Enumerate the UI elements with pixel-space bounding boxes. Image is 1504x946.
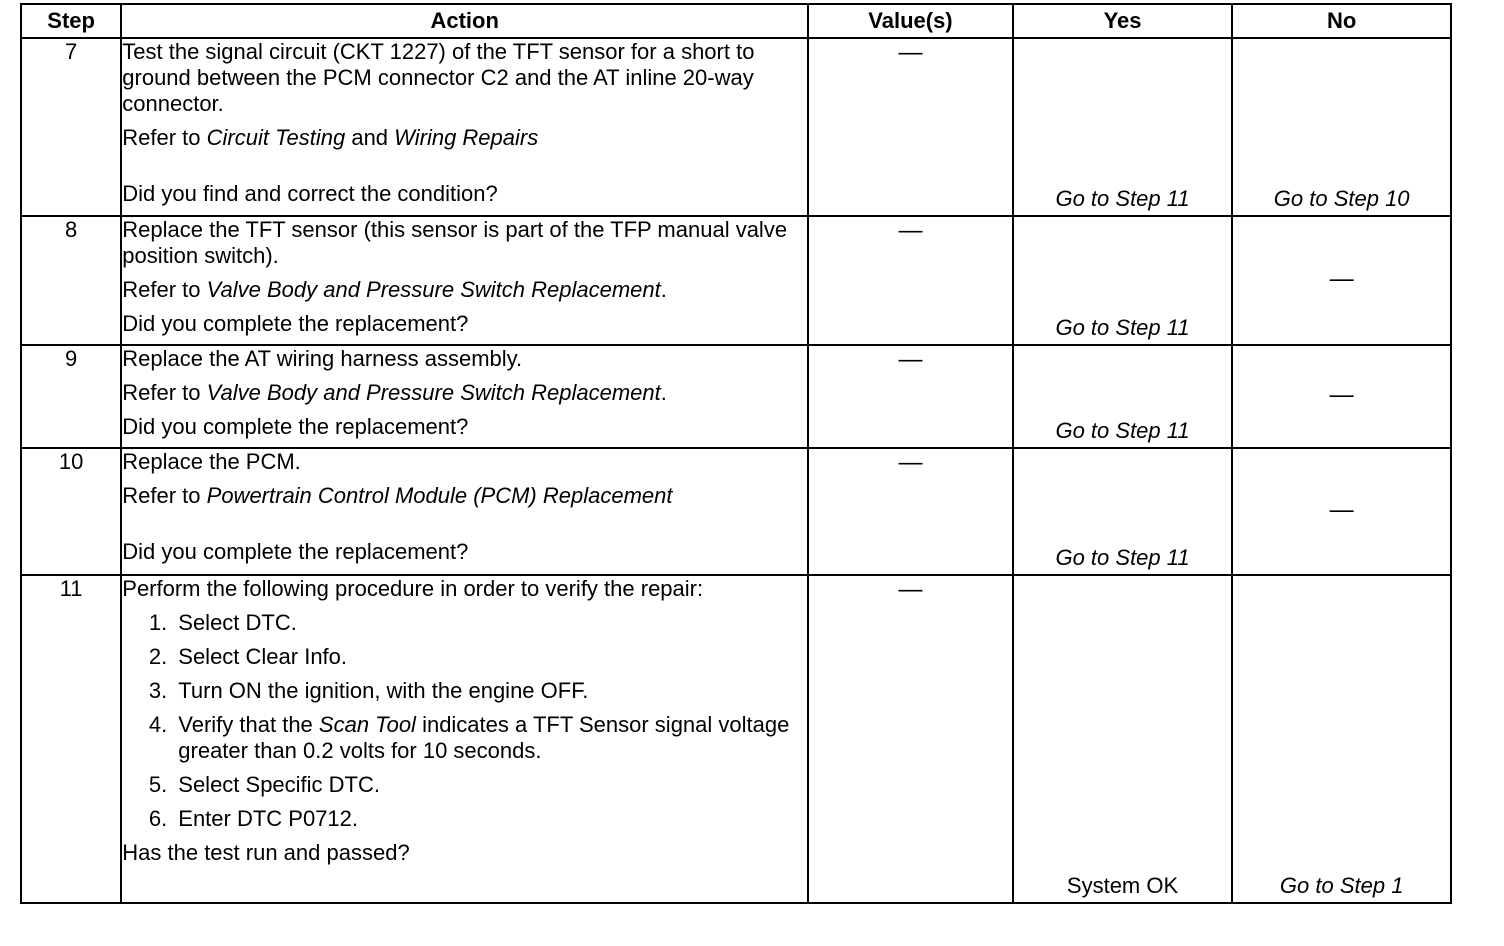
table-row-step-7 <box>21 38 1451 216</box>
procedure-list <box>122 610 807 832</box>
refer-link[interactable]: Powertrain Control Module (PCM) Replacement <box>206 483 673 508</box>
no-cell <box>1232 216 1451 345</box>
action-cell <box>121 216 808 345</box>
table-row-step-8 <box>21 216 1451 345</box>
no-cell <box>1232 575 1451 903</box>
action-text: Perform the following procedure in order to verify the repair: <box>122 576 704 601</box>
yes-cell <box>1013 575 1233 903</box>
no-value: — <box>1329 496 1354 524</box>
question-text: Did you find and correct the condition? <box>122 181 498 206</box>
header-yes: Yes <box>1013 4 1233 38</box>
action-text: Replace the PCM. <box>122 449 301 474</box>
yes-cell <box>1013 38 1233 216</box>
value-cell: — <box>808 448 1013 575</box>
list-item: 6. Enter DTC P0712. <box>148 806 359 831</box>
value-cell: — <box>808 38 1013 216</box>
header-action: Action <box>121 4 808 38</box>
value-cell: — <box>808 575 1013 903</box>
action-text: Replace the TFT sensor (this sensor is part of the TFP manual valve position switch). <box>122 217 788 268</box>
step-number: 7 <box>21 38 121 216</box>
refer-line: Refer to Powertrain Control Module (PCM) Replacement <box>122 483 673 508</box>
list-item: 2. Select Clear Info. <box>148 644 348 669</box>
refer-line: Refer to Valve Body and Pressure Switch Replacement. <box>122 380 667 405</box>
yes-cell <box>1013 216 1233 345</box>
diagnostic-table <box>20 3 1452 904</box>
table-row-step-10 <box>21 448 1451 575</box>
no-cell <box>1232 38 1451 216</box>
list-item: 1. Select DTC. <box>148 610 297 635</box>
action-cell <box>121 448 808 575</box>
action-cell <box>121 345 808 448</box>
list-item: 4. Verify that the Scan Tool indicates a TFT Sensor signal voltage greater than 0.2 volts for 10 seconds. <box>148 712 790 763</box>
yes-goto-link[interactable]: Go to Step 11 <box>1055 186 1190 211</box>
question-text: Has the test run and passed? <box>122 840 410 865</box>
refer-line: Refer to Circuit Testing and Wiring Repairs <box>122 125 539 150</box>
no-value: — <box>1329 265 1354 293</box>
yes-goto-link[interactable]: Go to Step 11 <box>1055 315 1190 340</box>
list-item: 3. Turn ON the ignition, with the engine OFF. <box>148 678 589 703</box>
list-item: 5. Select Specific DTC. <box>148 772 380 797</box>
refer-link[interactable]: Valve Body and Pressure Switch Replacement <box>206 277 661 302</box>
step-number: 10 <box>21 448 121 575</box>
refer-line: Refer to Valve Body and Pressure Switch Replacement. <box>122 277 667 302</box>
table-row-step-11 <box>21 575 1451 903</box>
header-step: Step <box>21 4 121 38</box>
value-cell: — <box>808 216 1013 345</box>
table-row-step-9 <box>21 345 1451 448</box>
header-values: Value(s) <box>808 4 1013 38</box>
step-number: 8 <box>21 216 121 345</box>
question-text: Did you complete the replacement? <box>122 539 469 564</box>
header-no: No <box>1232 4 1451 38</box>
no-value: — <box>1329 381 1354 409</box>
action-cell <box>121 575 808 903</box>
yes-cell <box>1013 448 1233 575</box>
step-number: 11 <box>21 575 121 903</box>
refer-link[interactable]: Circuit Testing <box>206 125 346 150</box>
question-text: Did you complete the replacement? <box>122 311 469 336</box>
yes-goto-link[interactable]: Go to Step 11 <box>1055 545 1190 570</box>
yes-goto-link[interactable]: Go to Step 11 <box>1055 418 1190 443</box>
step-number: 9 <box>21 345 121 448</box>
no-cell <box>1232 345 1451 448</box>
scan-tool-link[interactable]: Scan Tool <box>318 712 416 737</box>
no-goto-link[interactable]: Go to Step 10 <box>1273 186 1410 211</box>
refer-link[interactable]: Wiring Repairs <box>394 125 539 150</box>
value-cell: — <box>808 345 1013 448</box>
header-row <box>21 4 1451 38</box>
no-goto-link[interactable]: Go to Step 1 <box>1279 873 1404 898</box>
question-text: Did you complete the replacement? <box>122 414 469 439</box>
action-text: Test the signal circuit (CKT 1227) of the TFT sensor for a short to ground between the PCM connector C2 and the AT inline 20-way connector. <box>122 39 755 116</box>
no-cell <box>1232 448 1451 575</box>
yes-cell <box>1013 345 1233 448</box>
refer-link[interactable]: Valve Body and Pressure Switch Replacement <box>206 380 661 405</box>
action-text: Replace the AT wiring harness assembly. <box>122 346 523 371</box>
action-cell <box>121 38 808 216</box>
yes-result: System OK <box>1066 873 1179 898</box>
